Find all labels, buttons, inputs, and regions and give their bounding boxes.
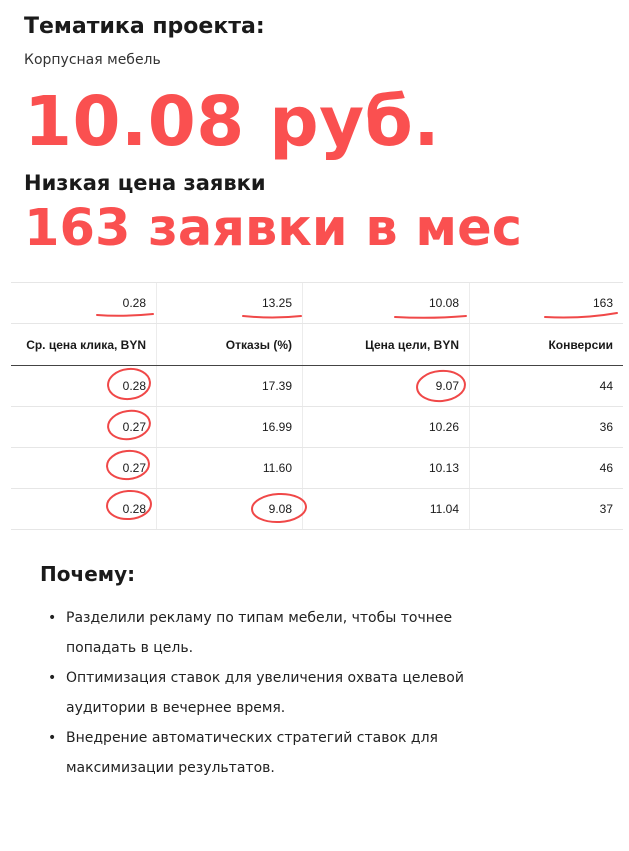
page-title: Тематика проекта: [24,14,265,39]
why-heading: Почему: [40,562,136,586]
leads-highlight: 163 заявки в мес [24,199,522,258]
table-cell: 11.60 [156,448,302,488]
table-cell: 17.39 [156,366,302,406]
table-row [11,489,623,530]
column-header-goal-cost: Цена цели, BYN [302,324,469,365]
table-cell: 0.27 [122,461,146,475]
table-cell: 11.04 [302,489,469,529]
table-cell: 36 [469,407,623,447]
column-header-cpc: Ср. цена клика, BYN [26,337,146,352]
total-conversions: 163 [469,283,623,323]
table-cell: 9.07 [302,366,469,406]
stats-table [11,282,623,530]
table-cell: 44 [469,366,623,406]
list-item: • Оптимизация ставок для увеличения охвата целевой аудитории в вечернее время. [48,663,488,723]
table-row [11,407,623,448]
table-cell: 10.26 [302,407,469,447]
table-cell: 46 [469,448,623,488]
list-item: • Внедрение автоматических стратегий ставок для максимизации результатов. [48,723,488,783]
reasons-list [48,603,488,783]
table-header [11,324,623,366]
project-topic: Корпусная мебель [24,52,161,68]
table-cell: 9.08 [156,489,302,529]
price-highlight: 10.08 руб. [24,82,441,162]
table-cell: 37 [469,489,623,529]
column-header-bounce: Отказы (%) [156,324,302,365]
totals-row [11,282,623,324]
list-item: • Разделили рекламу по типам мебели, чтобы точнее попадать в цель. [48,603,488,663]
table-cell: 0.28 [122,502,146,516]
table-cell: 0.27 [122,420,146,434]
table-row [11,448,623,489]
table-cell: 16.99 [156,407,302,447]
table-row [11,366,623,407]
total-bounce: 13.25 [156,283,302,323]
table-cell: 10.13 [302,448,469,488]
total-cpc: 0.28 [122,296,146,310]
total-goal-cost: 10.08 [302,283,469,323]
column-header-conversions: Конверсии [469,324,623,365]
price-caption: Низкая цена заявки [24,171,266,195]
table-cell: 0.28 [122,379,146,393]
